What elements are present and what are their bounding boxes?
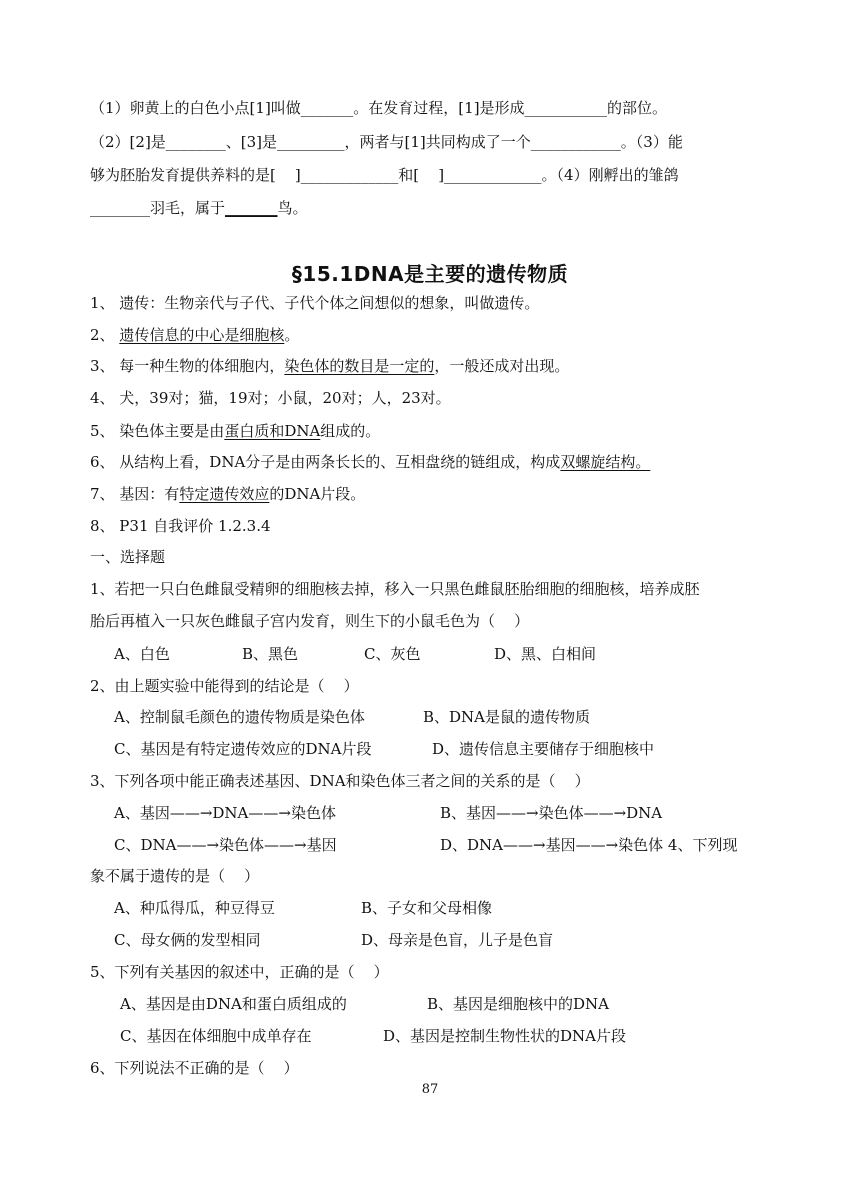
- prev-question-line-1: （1）卵黄上的白色小点[1]叫做_______。在发育过程，[1]是形成___________的部位。: [90, 99, 668, 117]
- q1-option-a: A、白色: [114, 645, 170, 663]
- q3-option-c: C、DNA——→染色体——→基因: [114, 836, 337, 854]
- point-5-start: 5、 染色体主要是由: [90, 422, 225, 440]
- prev-question-line-2: （2）[2]是________、[3]是_________，两者与[1]共同构成了一个____________。（3）能: [90, 133, 683, 151]
- point-5: [90, 421, 380, 441]
- point-1: 1、 遗传：生物亲代与子代、子代个体之间想似的想象，叫做遗传。: [90, 294, 540, 312]
- point-6: [90, 452, 650, 472]
- point-4: 4、 犬，39对；猫，19对；小鼠，20对；人，23对。: [90, 389, 451, 407]
- point-8: 8、 P31 自我评价 1.2.3.4: [90, 517, 271, 535]
- q4-option-a: A、种瓜得瓜，种豆得豆: [114, 899, 275, 917]
- page-number: 87: [421, 1082, 439, 1097]
- q2-line-1: 2、由上题实验中能得到的结论是（ ）: [90, 677, 359, 695]
- q4-option-d: D、母亲是色盲，儿子是色盲: [361, 931, 554, 949]
- q4-options-ab: [114, 898, 492, 918]
- point-5-underlined: 蛋白质和DNA: [224, 422, 321, 440]
- prev-line-4-text-a: ________羽毛，属于: [90, 199, 226, 217]
- prev-line-4-text-c: 鸟。: [277, 199, 308, 217]
- q3-options-cd: [114, 835, 737, 855]
- q5-option-a: A、基因是由DNA和蛋白质组成的: [120, 995, 347, 1013]
- q6-line-1: 6、下列说法不正确的是（ ）: [90, 1059, 299, 1077]
- point-7-end: 的DNA片段。: [269, 485, 366, 503]
- q5-option-b: B、基因是细胞核中的DNA: [427, 995, 610, 1013]
- point-2-end: 。: [284, 326, 300, 344]
- q4-option-b: B、子女和父母相像: [361, 899, 493, 917]
- point-7-start: 7、 基因：有: [90, 485, 180, 503]
- point-2: [90, 325, 299, 345]
- q5-option-c: C、基因在体细胞中成单存在: [120, 1027, 312, 1045]
- point-7: [90, 484, 365, 504]
- point-3-start: 3、 每一种生物的体细胞内，: [90, 357, 285, 375]
- q3-options-ab: [114, 803, 662, 823]
- q5-options-ab: [120, 994, 609, 1014]
- q2-options-cd: [114, 739, 654, 759]
- q3-option-b: B、基因——→染色体——→DNA: [440, 804, 663, 822]
- q1-line-2: 胎后再植入一只灰色雌鼠子宫内发育，则生下的小鼠毛色为（ ）: [90, 612, 530, 630]
- q2-option-c: C、基因是有特定遗传效应的DNA片段: [114, 740, 372, 758]
- q5-options-cd: [120, 1026, 626, 1046]
- section-title: §15.1DNA是主要的遗传物质: [291, 262, 569, 286]
- section-heading: 一、选择题: [90, 548, 166, 566]
- q1-option-d: D、黑、白相间: [494, 645, 597, 663]
- q1-option-c: C、灰色: [364, 645, 421, 663]
- q4-line-1: 象不属于遗传的是（ ）: [90, 867, 260, 885]
- q2-option-b: B、DNA是鼠的遗传物质: [423, 708, 591, 726]
- q1-options: [114, 644, 596, 664]
- q4-option-c: C、母女俩的发型相同: [114, 931, 261, 949]
- point-7-underlined: 特定遗传效应: [179, 485, 270, 503]
- point-6-start: 6、 从结构上看，DNA分子是由两条长长的、互相盘绕的链组成，构成: [90, 453, 561, 471]
- q1-line-1: 1、若把一只白色雌鼠受精卵的细胞核去掉，移入一只黑色雌鼠胚胎细胞的细胞核，培养成胚: [90, 580, 700, 598]
- q1-option-b: B、黑色: [242, 645, 299, 663]
- point-2-underlined: 遗传信息的中心是细胞核: [119, 326, 285, 344]
- point-6-underlined: 双螺旋结构。: [560, 453, 651, 471]
- prev-question-line-3: 够为胚胎发育提供养料的是[ ]_____________和[ ]_____________。（4）刚孵出的雏鸽: [90, 166, 679, 184]
- point-2-num: 2、: [90, 326, 120, 344]
- q5-option-d: D、基因是控制生物性状的DNA片段: [383, 1027, 627, 1045]
- prev-line-4-blank: _______: [225, 199, 278, 217]
- q3-line-1: 3、下列各项中能正确表述基因、DNA和染色体三者之间的关系的是（ ）: [90, 772, 590, 790]
- q2-option-d: D、遗传信息主要储存于细胞核中: [432, 740, 655, 758]
- point-3-underlined: 染色体的数目是一定的: [284, 357, 435, 375]
- q2-options-ab: [114, 707, 590, 727]
- q4-options-cd: [114, 930, 553, 950]
- q5-line-1: 5、下列有关基因的叙述中，正确的是（ ）: [90, 963, 389, 981]
- q3-option-d: D、DNA——→基因——→染色体 4、下列现: [440, 836, 738, 854]
- point-3: [90, 356, 569, 376]
- q2-option-a: A、控制鼠毛颜色的遗传物质是染色体: [114, 708, 365, 726]
- prev-question-line-4: [90, 198, 308, 218]
- q3-option-a: A、基因——→DNA——→染色体: [114, 804, 336, 822]
- point-3-end: ，一般还成对出现。: [434, 357, 570, 375]
- point-5-end: 组成的。: [320, 422, 381, 440]
